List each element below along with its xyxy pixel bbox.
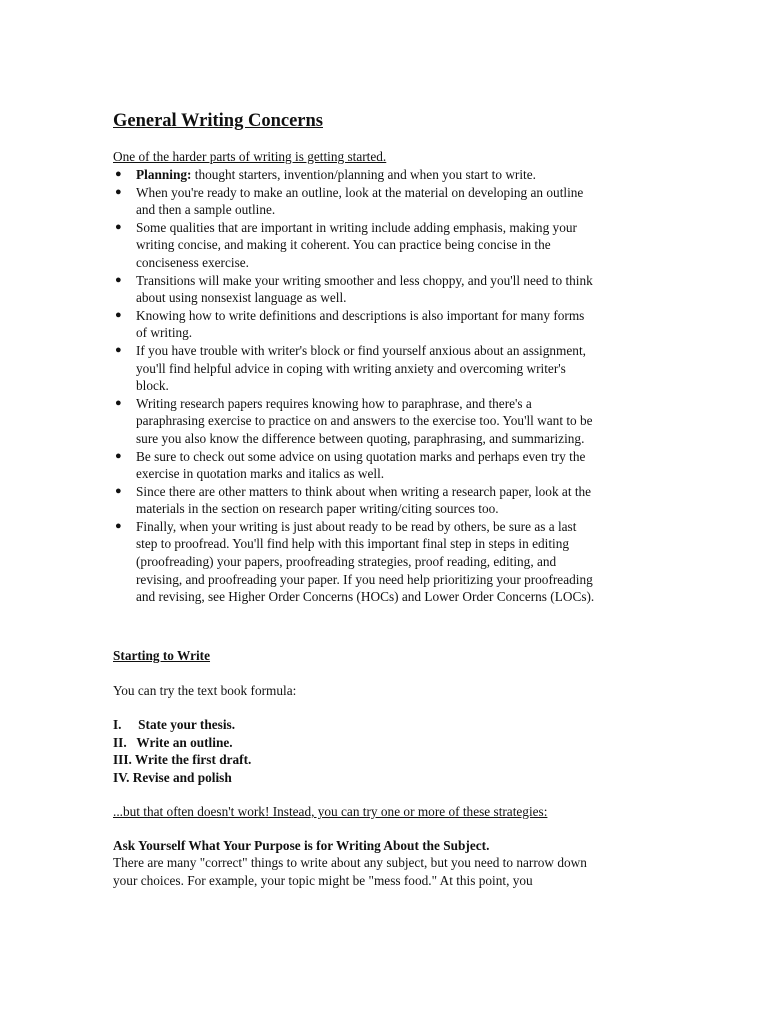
bullet-icon: ● [115,220,122,233]
list-item-line: If you have trouble with writer's block or find yourself anxious about an assignment, [136,342,586,358]
bullet-icon: ● [115,273,122,286]
list-item-line: Transitions will make your writing smoother and less choppy, and you'll need to think [136,272,593,288]
formula-steps [113,716,251,786]
page-title: General Writing Concerns [113,111,323,131]
concerns-list [113,166,673,606]
list-item-line: Some qualities that are important in writing include adding emphasis, making your [136,219,577,235]
bullet-icon: ● [115,449,122,462]
list-item [113,219,673,272]
list-item-line: Finally, when your writing is just about ready to be read by others, be sure as a last [136,518,577,534]
list-item-line: conciseness exercise. [136,254,249,270]
list-item-line: Knowing how to write definitions and descriptions is also important for many forms [136,307,585,323]
list-item-line: Writing research papers requires knowing how to paraphrase, and there's a [136,395,532,411]
list-item-line: Be sure to check out some advice on using quotation marks and perhaps even try the [136,448,586,464]
strategies-intro: ...but that often doesn't work! Instead, you can try one or more of these strategies: [113,804,548,819]
list-item [113,272,673,307]
list-item-line: (proofreading) your papers, proofreading strategies, proof reading, editing, and [136,554,557,570]
bullet-icon: ● [115,396,122,409]
list-item-line: and then a sample outline. [136,202,276,218]
list-item-line: revising, and proofreading your paper. If you need help prioritizing your proofreading [136,571,593,587]
list-item [113,518,673,606]
formula-intro: You can try the text book formula: [113,683,297,698]
list-item [113,184,673,219]
list-item [113,307,673,342]
paragraph-line: There are many "correct" things to write about any subject, but you need to narrow down [113,855,587,870]
bullet-icon: ● [115,168,122,180]
list-item-line: you'll find helpful advice in coping with writing anxiety and overcoming writer's [136,360,566,376]
list-item-line: Since there are other matters to think about when writing a research paper, look at the [136,483,592,499]
list-item-line: about using nonsexist language as well. [136,290,347,306]
list-item-text: thought starters, invention/planning and when you start to write. [191,167,536,182]
list-item-line: and revising, see Higher Order Concerns (HOCs) and Lower Order Concerns (LOCs). [136,589,595,605]
list-item [113,166,673,184]
bullet-icon: ● [115,185,122,198]
step-item: IV. Revise and polish [113,769,232,785]
list-item-line: of writing. [136,325,193,341]
step-item: I. State your thesis. [113,717,236,732]
list-item [113,395,673,448]
bullet-icon: ● [115,484,122,497]
bullet-icon: ● [115,308,122,321]
bullet-icon: ● [115,343,122,356]
list-item-line: step to proofread. You'll find help with this important final step in steps in editing [136,536,570,552]
list-item [113,483,673,518]
step-item: II. Write an outline. [113,734,233,750]
paragraph-line: your choices. For example, your topic might be "mess food." At this point, you [113,872,533,888]
list-item-line: exercise in quotation marks and italics as well. [136,466,385,482]
starting-heading: Starting to Write [113,648,211,663]
list-item [113,342,673,395]
list-item-line: paraphrasing exercise to practice on and answers to the exercise too. You'll want to be [136,413,593,429]
intro-line: One of the harder parts of writing is getting started. [113,149,387,164]
list-item-line: When you're ready to make an outline, look at the material on developing an outline [136,184,584,200]
list-item-line: writing concise, and making it coherent. You can practice being concise in the [136,237,551,253]
step-item: III. Write the first draft. [113,752,252,768]
purpose-heading: Ask Yourself What Your Purpose is for Writing About the Subject. [113,838,490,853]
list-item-line [136,166,673,184]
bullet-icon: ● [115,519,122,532]
list-item [113,448,673,483]
list-item-line: materials in the section on research paper writing/citing sources too. [136,501,499,517]
list-item-line: sure you also know the difference between quoting, paraphrasing, and summarizing. [136,430,585,446]
list-item-line: block. [136,378,169,394]
purpose-paragraph [113,854,673,889]
list-item-lead: Planning: [136,167,192,182]
